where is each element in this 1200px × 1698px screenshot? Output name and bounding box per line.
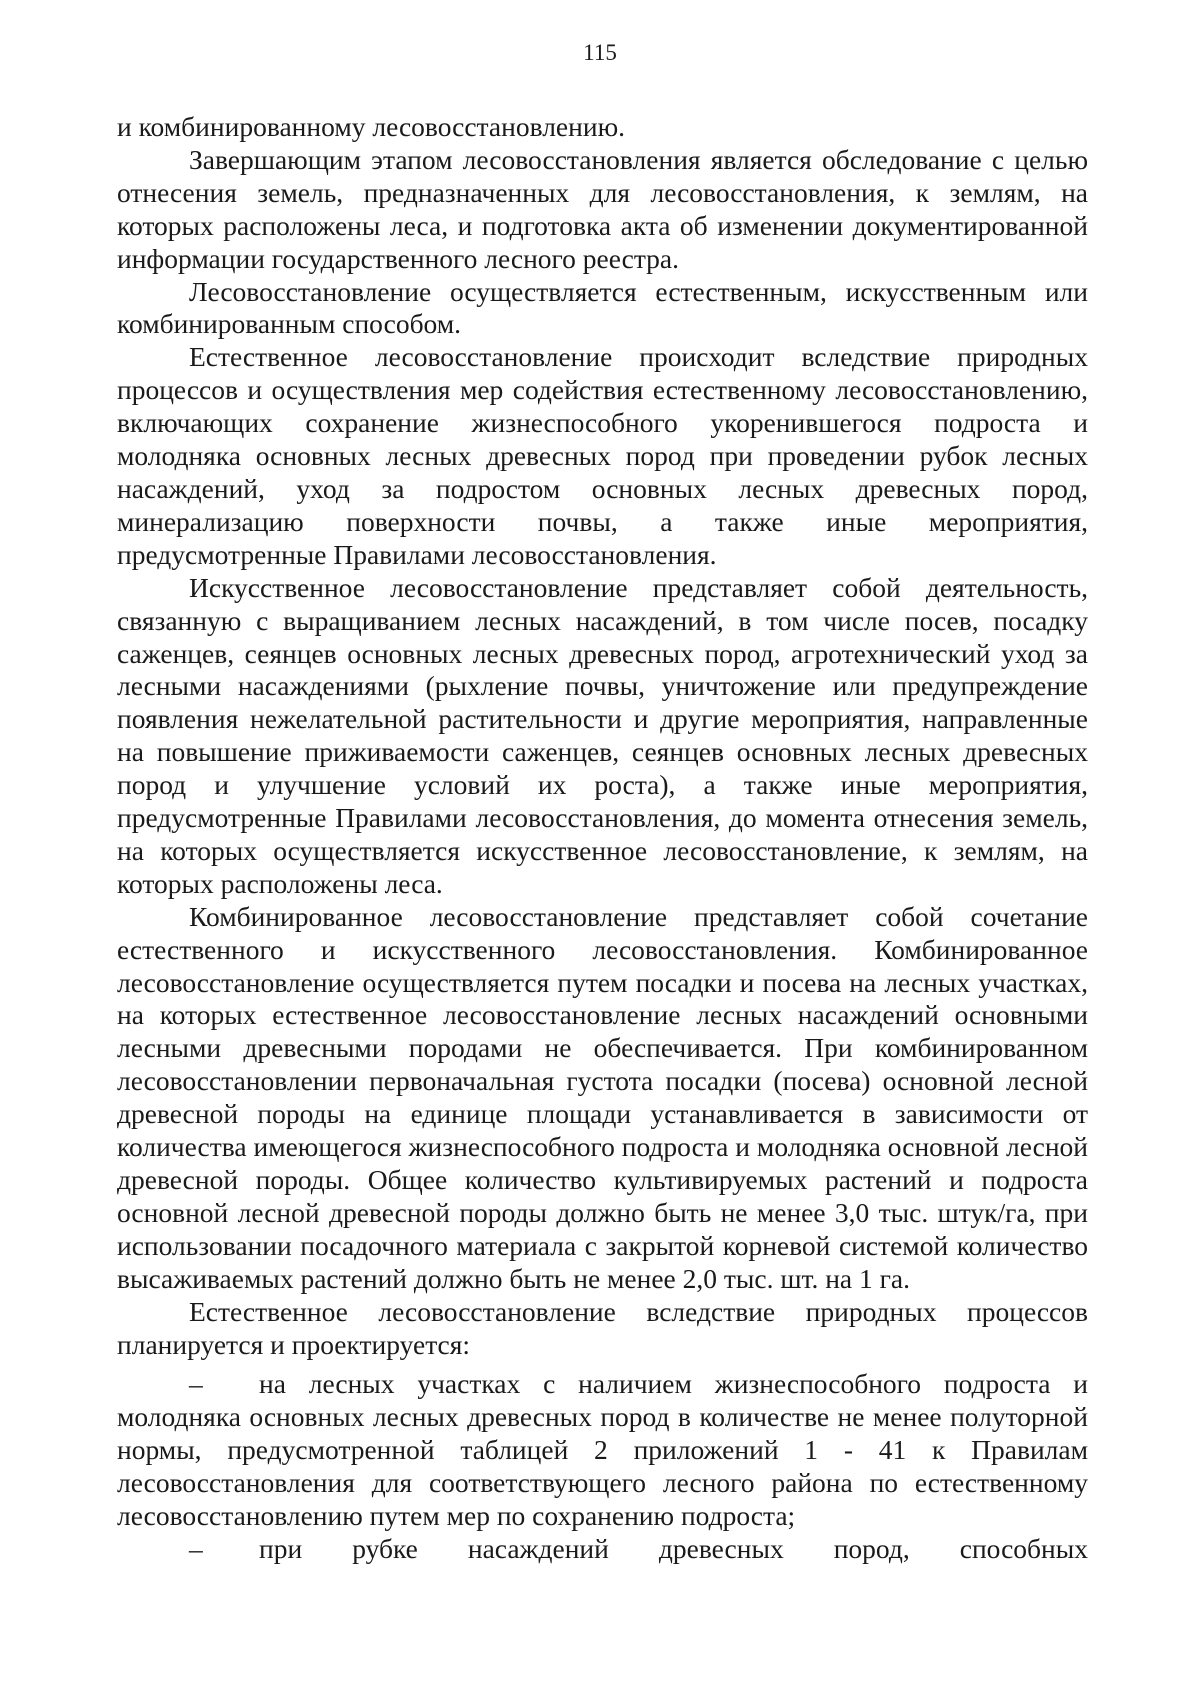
page-number: 115 [583,40,617,65]
list-item [117,1533,1088,1566]
paragraph: Завершающим этапом лесовосстановления является обследование с целью отнесения земель, предназначенных для лесовосстановления, к землям, на которых расположены леса, и подготовка акта об изменении документированной информации государственного лесного реестра. [117,143,1088,274]
list-item-text: при рубке насаждений древесных пород, способных [259,1532,1088,1564]
list-item-text: на лесных участках с наличием жизнеспособного подроста и молодняка основных лесных древесных пород в количестве не менее полуторной нормы, предусмотренной таблицей 2 приложений 1 - 41 к Правилам лесовосстановления для соответствующего лесного района по естественному лесовосстановлению путем мер по сохранению подроста; [117,1368,1088,1532]
list-dash: – [189,1368,203,1400]
page-body [117,111,1088,1566]
paragraph: Лесовосстановление осуществляется естественным, искусственным или комбинированным способом. [117,275,1088,340]
list-item [117,1368,1088,1533]
paragraph: Комбинированное лесовосстановление представляет собой сочетание естественного и искусственного лесовосстановления. Комбинированное лесовосстановление осуществляется путем посадки и посева на лесных участках, на которых естественное лесовосстановление лесных насаждений основными лесными древесными породами не обеспечивается. При комбинированном лесовосстановлении первоначальная густота посадки (посева) основной лесной древесной породы на единице площади устанавливается в зависимости от количества имеющегося жизнеспособного подроста и молодняка основной лесной древесной породы. Общее количество культивируемых растений и подроста основной лесной древесной породы должно быть не менее 3,0 тыс. штук/га, при использовании посадочного материала с закрытой корневой системой количество высаживаемых растений должно быть не менее 2,0 тыс. шт. на 1 га. [117,900,1088,1294]
list-dash: – [189,1532,203,1564]
paragraph: Искусственное лесовосстановление представляет собой деятельность, связанную с выращиванием лесных насаждений, в том числе посев, посадку саженцев, сеянцев основных лесных древесных пород, агротехнический уход за лесными насаждениями (рыхление почвы, уничтожение или предупреждение появления нежелательной растительности и другие мероприятия, направленные на повышение приживаемости саженцев, сеянцев основных лесных древесных пород и улучшение условий их роста), а также иные мероприятия, предусмотренные Правилами лесовосстановления, до момента отнесения земель, на которых осуществляется искусственное лесовосстановление, к землям, на которых расположены леса. [117,571,1088,899]
paragraph-continuation: и комбинированному лесовосстановлению. [117,111,625,142]
paragraph: Естественное лесовосстановление вследствие природных процессов планируется и проектируется: [117,1295,1088,1360]
paragraph: Естественное лесовосстановление происходит вследствие природных процессов и осуществления мер содействия естественному лесовосстановлению, включающих сохранение жизнеспособного укоренившегося подроста и молодняка основных лесных древесных пород при проведении рубок лесных насаждений, уход за подростом основных лесных древесных пород, минерализацию поверхности почвы, а также иные мероприятия, предусмотренные Правилами лесовосстановления. [117,341,1088,570]
